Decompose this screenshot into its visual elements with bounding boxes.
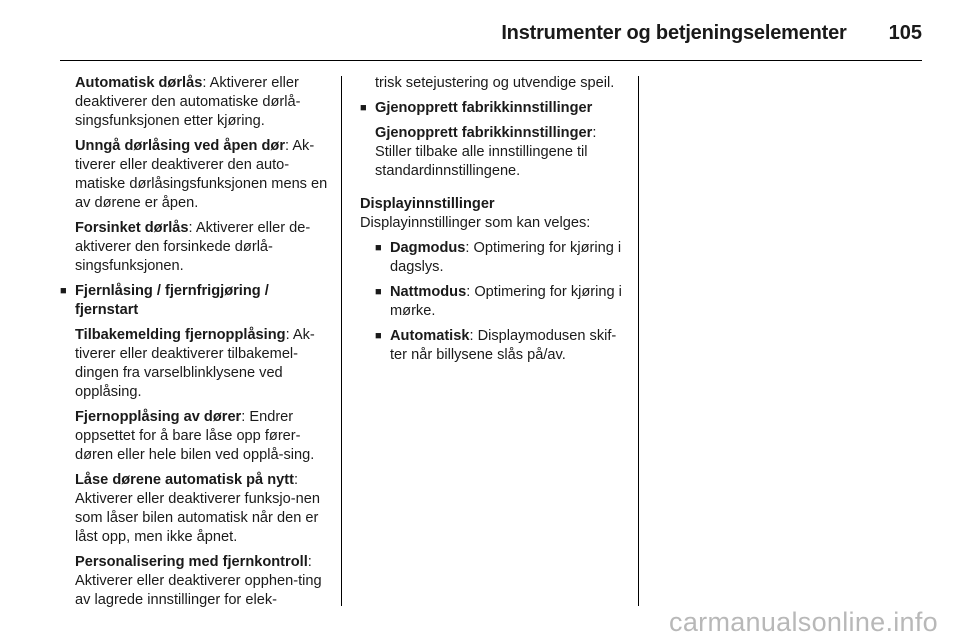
watermark: carmanualsonline.info — [669, 607, 938, 637]
page-header — [60, 18, 922, 48]
bullet-heading: Gjenopprett fabrikkinnstillinger — [375, 100, 593, 116]
middle-column — [360, 74, 626, 371]
setting-description: : Endrer oppsettet for å bare låse opp fører-døren eller hele bilen ved opplå-sing. — [75, 409, 315, 463]
column-divider-right — [638, 76, 639, 606]
setting-term: Nattmodus — [390, 284, 467, 300]
square-bullet-icon: ■ — [375, 286, 382, 298]
setting-prevent-lock-open-door — [60, 137, 330, 213]
setting-term: Personalisering med fjernkontroll — [75, 554, 308, 570]
setting-term: Dagmodus — [390, 240, 466, 256]
bullet-night-mode — [360, 283, 626, 321]
header-rule — [60, 60, 922, 61]
left-column — [60, 74, 330, 616]
setting-description: : Optimering for kjøring i mørke. — [390, 284, 622, 319]
bullet-heading: Fjernlåsing / fjernfrigjøring / fjernstart — [75, 283, 269, 318]
bullet-day-mode — [360, 239, 626, 277]
setting-description: : Ak-tiverer eller deaktiverer tilbakemel-dingen fra varselblinklysene ved opplåsing. — [75, 327, 315, 400]
setting-term: Automatisk dørlås — [75, 75, 203, 91]
setting-term: Fjernopplåsing av dører — [75, 409, 242, 425]
setting-remote-unlock-feedback — [60, 326, 330, 402]
bullet-restore-factory — [360, 99, 626, 118]
setting-description: : Aktiverer eller deaktiverer opphen-ting av lagrede innstillinger for elek- — [75, 554, 322, 608]
square-bullet-icon: ■ — [375, 330, 382, 342]
page-title: Instrumenter og betjeningselementer — [501, 21, 847, 44]
setting-term: Låse dørene automatisk på nytt — [75, 472, 294, 488]
column-divider-left — [341, 76, 342, 606]
setting-term: Automatisk — [390, 328, 470, 344]
setting-term: Forsinket dørlås — [75, 220, 189, 236]
square-bullet-icon: ■ — [60, 285, 67, 297]
continuation-text: trisk setejustering og utvendige speil. — [375, 75, 615, 91]
setting-delayed-door-lock — [60, 219, 330, 276]
setting-description: : Optimering for kjøring i dagslys. — [390, 240, 622, 275]
page-number: 105 — [888, 21, 922, 44]
setting-term: Gjenopprett fabrikkinnstillinger — [375, 125, 593, 141]
setting-description: : Aktiverer eller de-aktiverer den forsinkede dørlå-singsfunksjonen. — [75, 220, 311, 274]
square-bullet-icon: ■ — [360, 102, 367, 114]
section-intro: Displayinnstillinger som kan velges: — [360, 215, 591, 231]
setting-description: : Aktiverer eller deaktiverer den automatiske dørlå-singsfunksjonen etter kjøring. — [75, 75, 301, 129]
bullet-remote-locking — [60, 282, 330, 320]
setting-auto-relock — [60, 471, 330, 547]
setting-remote-personalization — [60, 553, 330, 610]
setting-remote-door-unlock — [60, 408, 330, 465]
bullet-automatic-mode — [360, 327, 626, 365]
setting-restore-factory — [360, 124, 626, 181]
setting-term: Unngå dørlåsing ved åpen dør — [75, 138, 286, 154]
setting-description: : Ak-tiverer eller deaktiverer den auto-matiske dørlåsingsfunksjonen mens en av dørene er åpen. — [75, 138, 328, 211]
square-bullet-icon: ■ — [375, 242, 382, 254]
setting-description: : Displaymodusen skif-ter når billysene slås på/av. — [390, 328, 617, 363]
setting-description: : Aktiverer eller deaktiverer funksjo-nen som låser bilen automatisk når den er låst opp, men ikke åpnet. — [75, 472, 320, 545]
setting-automatic-door-lock — [60, 74, 330, 131]
setting-term: Tilbakemelding fjernopplåsing — [75, 327, 286, 343]
section-title-display: Displayinnstillinger — [360, 196, 495, 212]
setting-description: : Stiller tilbake alle innstillingene til standardinnstillingene. — [375, 125, 597, 179]
